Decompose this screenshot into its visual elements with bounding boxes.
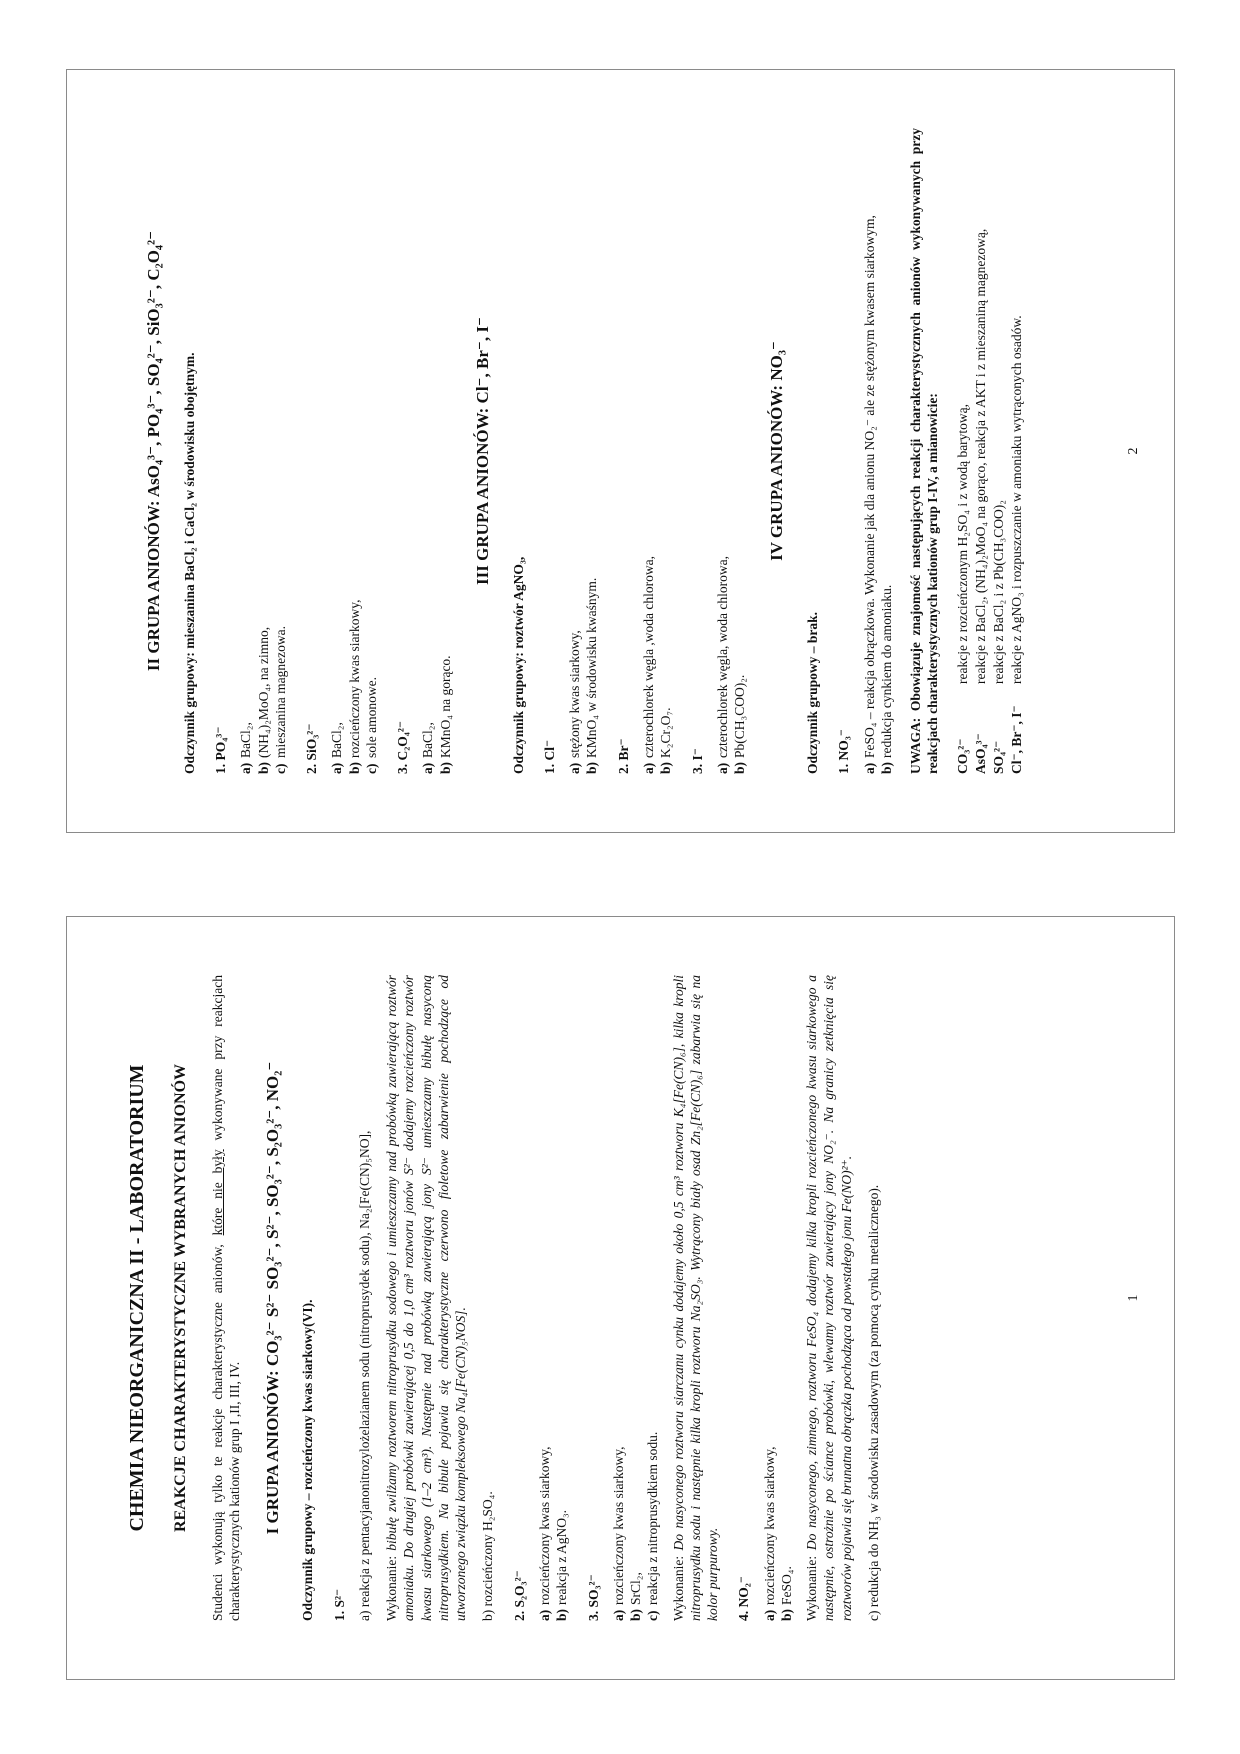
list-item: a) rozcieńczony kwas siarkowy, xyxy=(610,1446,626,1621)
required-reactions xyxy=(954,128,1026,774)
list-item: c) mieszanina magnezowa. xyxy=(272,626,288,774)
list-item-text: rozcieńczony kwas siarkowy, xyxy=(346,599,362,758)
intro-paragraph xyxy=(209,975,244,1621)
list-item: a) czterochlorek węgla ,woda chlorowa, xyxy=(641,555,657,774)
list-item-text: K₂Cr₂O₇. xyxy=(658,707,674,758)
group-1-reagent: Odczynnik grupowy – rozcieńczony kwas siarkowy(VI). xyxy=(300,1299,316,1621)
s2-execution xyxy=(383,975,469,1621)
list-item: a) stężony kwas siarkowy, xyxy=(567,630,583,774)
page-number: 1 xyxy=(1126,1294,1141,1302)
document-title: CHEMIA NIEORGANICZNA II - LABORATORIUM xyxy=(126,1064,148,1532)
so3-execution-text: Do nasyconego roztworu siarczanu cynku dodajemy około 0,5 cm³ roztworu K₄[Fe(CN)₆], kilka kropli nitroprusydku sodu i następnie kilka kropli roztworu Na₂SO₃. Wytrącony biały osad Zn₂[Fe(CN)₆] zabarwia się na kolor purpurowy. xyxy=(670,974,721,1621)
reaction-text: reakcje z AgNO₃ i rozpuszczanie w amoniaku wytrąconych osadów. xyxy=(1009,315,1025,684)
list-item-text: rozcieńczony kwas siarkowy, xyxy=(610,1446,626,1605)
ion-heading-po4: 1. PO₄³⁻ xyxy=(213,726,229,774)
no2-reaction-c: c) redukcja do NH₃ w środowisku zasadowym (za pomocą cynku metalicznego). xyxy=(865,1184,881,1621)
intro-text-a: Studenci wykonują tylko te reakcje charakterystyczne anionów, xyxy=(210,1235,226,1621)
document-subtitle: REAKCJE CHARAKTERYSTYCZNE WYBRANYCH ANIONÓW xyxy=(171,1063,189,1533)
list-item-text: mieszanina magnezowa. xyxy=(272,626,288,758)
sio3-list xyxy=(328,128,380,774)
list-item: b) (NH₄)₂MoO₄, na zimno, xyxy=(255,626,271,774)
group-3-reagent: Odczynnik grupowy: roztwór AgNO₃, xyxy=(510,556,526,774)
ion-heading-s2: 1. S²⁻ xyxy=(331,1588,347,1621)
list-item-text: KMnO₄ na gorąco. xyxy=(437,655,453,758)
list-item-text: rozcieńczony kwas siarkowy, xyxy=(537,1446,552,1605)
execution-label: Wykonanie: xyxy=(670,1550,686,1621)
ion-heading-cl: 1. Cl⁻ xyxy=(541,739,557,774)
s2o3-list xyxy=(536,975,571,1621)
page-1-content xyxy=(67,917,1174,1679)
list-item-text: FeSO₄ – reakcja obrączkowa. Wykonanie jak dla anionu NO₂⁻ ale ze stężonym kwasem siarkowym, xyxy=(861,215,877,758)
no2-execution-text: Do nasyconego, zimnego, roztworu FeSO₄ dodajemy kilka kropli rozcieńczonego kwasu siarkowego a następnie, ostrożnie po ściance probówki, wlewamy roztwór zawierający jony NO₂⁻. Na granicy zetknięcia się roztworów pojawia się brunatna obrączka pochodząca od powstałego jonu Fe(NO)²⁺. xyxy=(804,975,854,1621)
s2-reaction-b: b) rozcieńczony H₂SO₄. xyxy=(480,1491,496,1621)
group-3-title: III GRUPA ANIONÓW: Cl⁻, Br⁻, I⁻ xyxy=(472,317,492,585)
list-item-text: stężony kwas siarkowy, xyxy=(567,630,583,758)
reaction-ion: CO₃²⁻ xyxy=(954,738,970,774)
page-number: 2 xyxy=(1126,447,1141,455)
list-item-text: BaCl₂, xyxy=(420,722,436,758)
intro-underlined: które nie były xyxy=(210,1149,226,1236)
list-item: a) BaCl₂, xyxy=(420,722,436,774)
list-item-text: (NH₄)₂MoO₄, na zimno, xyxy=(255,626,271,758)
ion-heading-no2: 4. NO₂⁻ xyxy=(736,1576,752,1621)
list-item-text: reakcja z nitroprusydkiem sodu. xyxy=(645,1431,661,1605)
list-item: a) BaCl₂, xyxy=(238,722,254,774)
reaction-ion: AsO₄³⁻ xyxy=(972,733,988,774)
list-item-text: Pb(CH₃COO)₂. xyxy=(732,674,748,758)
list-item: b) SrCl₂, xyxy=(628,1572,644,1621)
list-item: b) K₂Cr₂O₇. xyxy=(658,707,674,774)
list-item-text: redukcja cynkiem do amoniaku. xyxy=(878,584,894,758)
s2-execution-text: bibułę zwilżamy roztworem nitroprusydku sodowego i umieszczamy nad probówką zawierającą roztwór amoniaku. Do drugiej probówki zawierającej 0,5 do 1,0 cm³ roztworu jonów S²⁻ dodajemy rozcieńczony roztwór kwasu siarkowego (1–2 cm³). Następnie nad probówką zawierającą jony S²⁻ umieszczamy bibułę nasyconą nitroprusydkiem. Na bibule pojawia się charakterystyczne czerwono fioletowe zabarwienie pochodzące od utworzonego związku kompleksowego Na₄[Fe(CN)₅NOS]. xyxy=(384,975,469,1621)
ion-heading-so3: 3. SO₃²⁻ xyxy=(585,1574,601,1621)
list-item-text: FeSO₄. xyxy=(778,1566,794,1605)
no2-execution xyxy=(803,975,855,1621)
br-list xyxy=(640,128,675,774)
list-item: a) czterochlorek węgla, woda chlorowa, xyxy=(714,555,730,774)
list-item: a) FeSO₄ – reakcja obrączkowa. Wykonanie jak dla anionu NO₂⁻ ale ze stężonym kwasem siarkowym, xyxy=(861,215,877,774)
list-item: b) KMnO₄ na gorąco. xyxy=(437,655,453,774)
ion-heading-s2o3: 2. S₂O₃²⁻ xyxy=(511,1570,527,1621)
list-item: b) reakcja z AgNO₃. xyxy=(554,1509,570,1621)
i-list xyxy=(714,128,749,774)
note-paragraph: UWAGA: Obowiązuje znajomość następujących reakcji charakterystycznych anionów wykonywanych przy reakcjach charakterystycznych kationów grup I-IV, a mianowicie: xyxy=(908,128,941,774)
list-item-text: BaCl₂, xyxy=(238,722,254,758)
reaction-ion: SO₄²⁻ xyxy=(991,740,1007,774)
execution-label: Wykonanie: xyxy=(384,1550,400,1621)
page-2-sheet xyxy=(66,69,1175,833)
page-2-content xyxy=(67,70,1174,832)
list-item-text: KMnO₄ w środowisku kwaśnym. xyxy=(584,577,600,758)
list-item-text: czterochlorek węgla, woda chlorowa, xyxy=(714,555,730,758)
list-item: b) redukcja cynkiem do amoniaku. xyxy=(878,584,894,774)
list-item: b) FeSO₄. xyxy=(778,1566,794,1621)
po4-list xyxy=(237,128,289,774)
group-1-title: I GRUPA ANIONÓW: CO₃²⁻ S²⁻ SO₃²⁻, S²⁻, SO₃²⁻, S₂O₃²⁻, NO₂⁻ xyxy=(262,1061,282,1535)
ion-heading-no3: 1. NO₃⁻ xyxy=(836,729,852,774)
s2-reaction-a: a) reakcja z pentacyjanonitrozylożelazianem sodu (nitroprusydek sodu), Na₂[Fe(CN)₅NO], xyxy=(356,1130,372,1621)
list-item: a) rozcieńczony kwas siarkowy, xyxy=(537,1446,552,1621)
group-4-reagent: Odczynnik grupowy – brak. xyxy=(805,611,821,774)
list-item-text: czterochlorek węgla ,woda chlorowa, xyxy=(641,555,657,758)
list-item: c) reakcja z nitroprusydkiem sodu. xyxy=(645,1431,661,1621)
no3-list xyxy=(861,128,896,774)
list-item: b) rozcieńczony kwas siarkowy, xyxy=(346,599,362,774)
reaction-text: reakcje z BaCl₂, (NH₄)₂MoO₄ na gorąco, reakcja z AKT i z mieszaniną magnezową, xyxy=(972,228,988,684)
execution-label: Wykonanie: xyxy=(804,1550,820,1621)
list-item: b) Pb(CH₃COO)₂. xyxy=(732,674,748,774)
group-4-title: IV GRUPA ANIONÓW: NO₃⁻ xyxy=(767,341,787,561)
reaction-text: reakcje z BaCl₂ i z Pb(CH₃COO)₂ xyxy=(991,500,1007,684)
list-item-text: SrCl₂, xyxy=(628,1572,644,1605)
reaction-text: reakcje z rozcieńczonym H₂SO₄ i z wodą barytową, xyxy=(954,403,970,684)
group-2-reagent: Odczynnik grupowy: mieszanina BaCl₂ i CaCl₂ w środowisku obojętnym. xyxy=(181,352,197,774)
list-item-text: reakcja z AgNO₃. xyxy=(554,1509,570,1605)
ion-heading-i: 3. I⁻ xyxy=(689,748,705,774)
group-2-title: II GRUPA ANIONÓW: AsO₄³⁻, PO₄³⁻, SO₄²⁻, SiO₃²⁻, C₂O₄²⁻ xyxy=(144,230,163,672)
list-item: b) KMnO₄ w środowisku kwaśnym. xyxy=(584,577,600,774)
so3-execution xyxy=(670,975,722,1621)
reaction-ion: Cl⁻, Br⁻, I⁻ xyxy=(1009,705,1025,774)
list-item-text: sole amonowe. xyxy=(363,677,379,758)
page-1-sheet xyxy=(66,916,1175,1680)
c2o4-list xyxy=(419,128,454,774)
no2-list xyxy=(761,975,796,1621)
so3-list xyxy=(610,975,662,1621)
list-item: a) rozcieńczony kwas siarkowy, xyxy=(761,1446,777,1621)
list-item-text: BaCl₂, xyxy=(329,722,345,758)
list-item-text: rozcieńczony kwas siarkowy, xyxy=(761,1446,777,1605)
ion-heading-c2o4: 3. C₂O₄²⁻ xyxy=(395,720,411,774)
ion-heading-br: 2. Br⁻ xyxy=(615,738,631,774)
list-item: a) BaCl₂, xyxy=(329,722,345,774)
list-item: c) sole amonowe. xyxy=(363,677,379,774)
ion-heading-sio3: 2. SiO₃²⁻ xyxy=(304,723,320,774)
intro-text-b: wykonywane przy reakcjach charakterystycznych kationów grup I ,II, III, IV. xyxy=(210,975,243,1621)
cl-list xyxy=(566,128,601,774)
